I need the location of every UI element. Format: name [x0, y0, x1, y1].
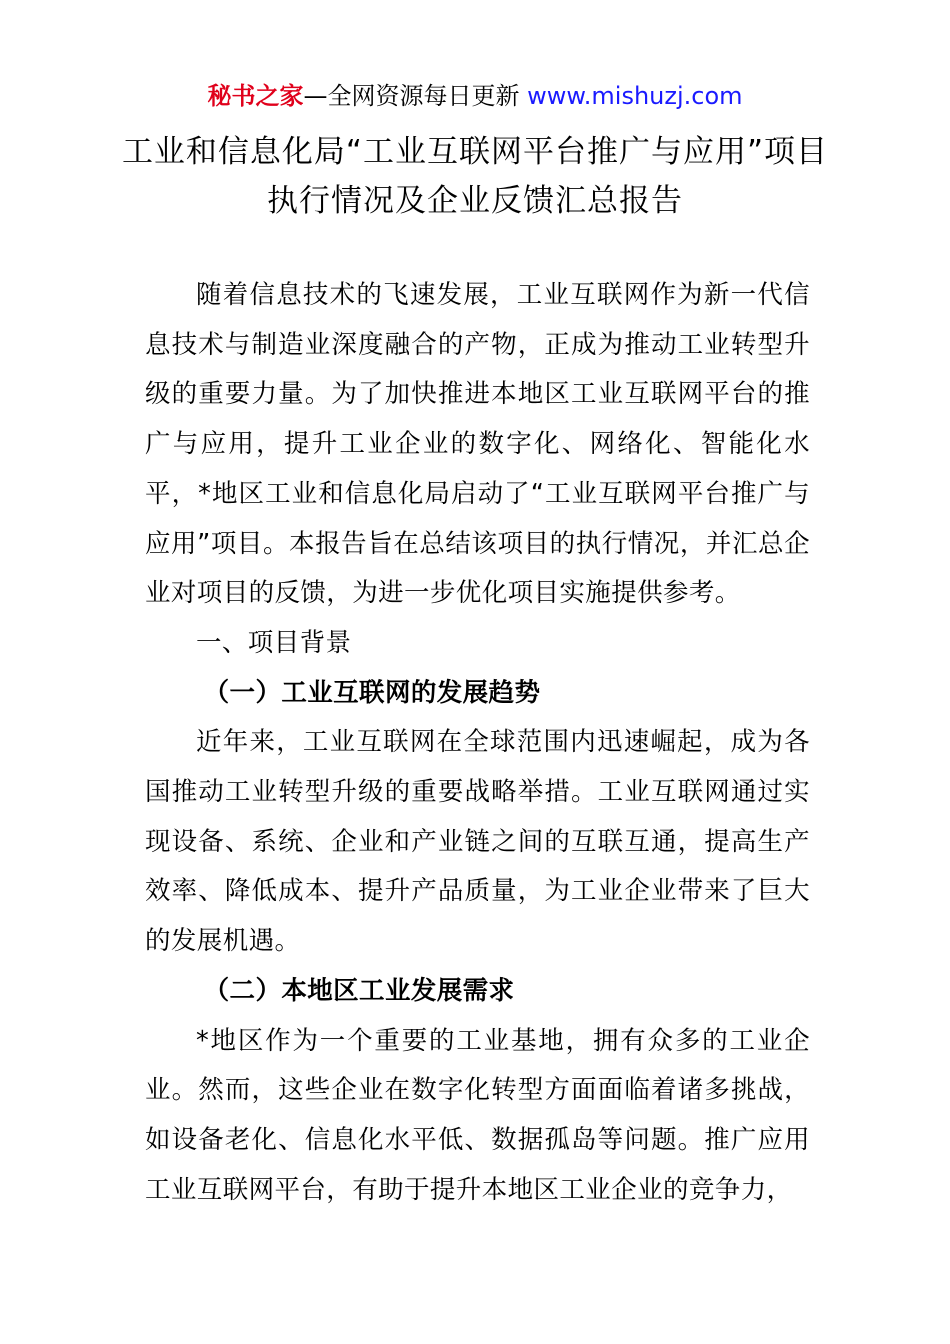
document-title: 工业和信息化局“工业互联网平台推广与应用”项目执行情况及企业反馈汇总报告: [121, 134, 829, 219]
subsection-heading-trend: （一）工业互联网的发展趋势: [203, 677, 541, 708]
document-body: [145, 271, 810, 1215]
demand-paragraph: *地区作为一个重要的工业基地，拥有众多的工业企业。然而，这些企业在数字化转型方面面临着诸多挑战，如设备老化、信息化水平低、数据孤岛等问题。推广应用工业互联网平台，有助于提升本地区工业企业的竞争力，: [145, 1025, 810, 1205]
intro-paragraph: 随着信息技术的飞速发展，工业互联网作为新一代信息技术与制造业深度融合的产物，正成为推动工业转型升级的重要力量。为了加快推进本地区工业互联网平台的推广与应用，提升工业企业的数字化、网络化、智能化水平，*地区工业和信息化局启动了“工业互联网平台推广与应用”项目。本报告旨在总结该项目的执行情况，并汇总企业对项目的反馈，为进一步优化项目实施提供参考。: [145, 280, 810, 609]
watermark-url[interactable]: www.mishuzj.com: [527, 82, 743, 110]
trend-paragraph: 近年来，工业互联网在全球范围内迅速崛起，成为各国推动工业转型升级的重要战略举措。工业互联网通过实现设备、系统、企业和产业链之间的互联互通，提高生产效率、降低成本、提升产品质量，为工业企业带来了巨大的发展机遇。: [145, 727, 810, 957]
section-heading-background: 一、项目背景: [196, 627, 352, 658]
watermark-tagline: —全网资源每日更新: [303, 82, 528, 110]
site-watermark: [0, 80, 950, 112]
subsection-heading-demand: （二）本地区工业发展需求: [203, 975, 515, 1006]
watermark-brand: 秘书之家: [207, 82, 304, 110]
